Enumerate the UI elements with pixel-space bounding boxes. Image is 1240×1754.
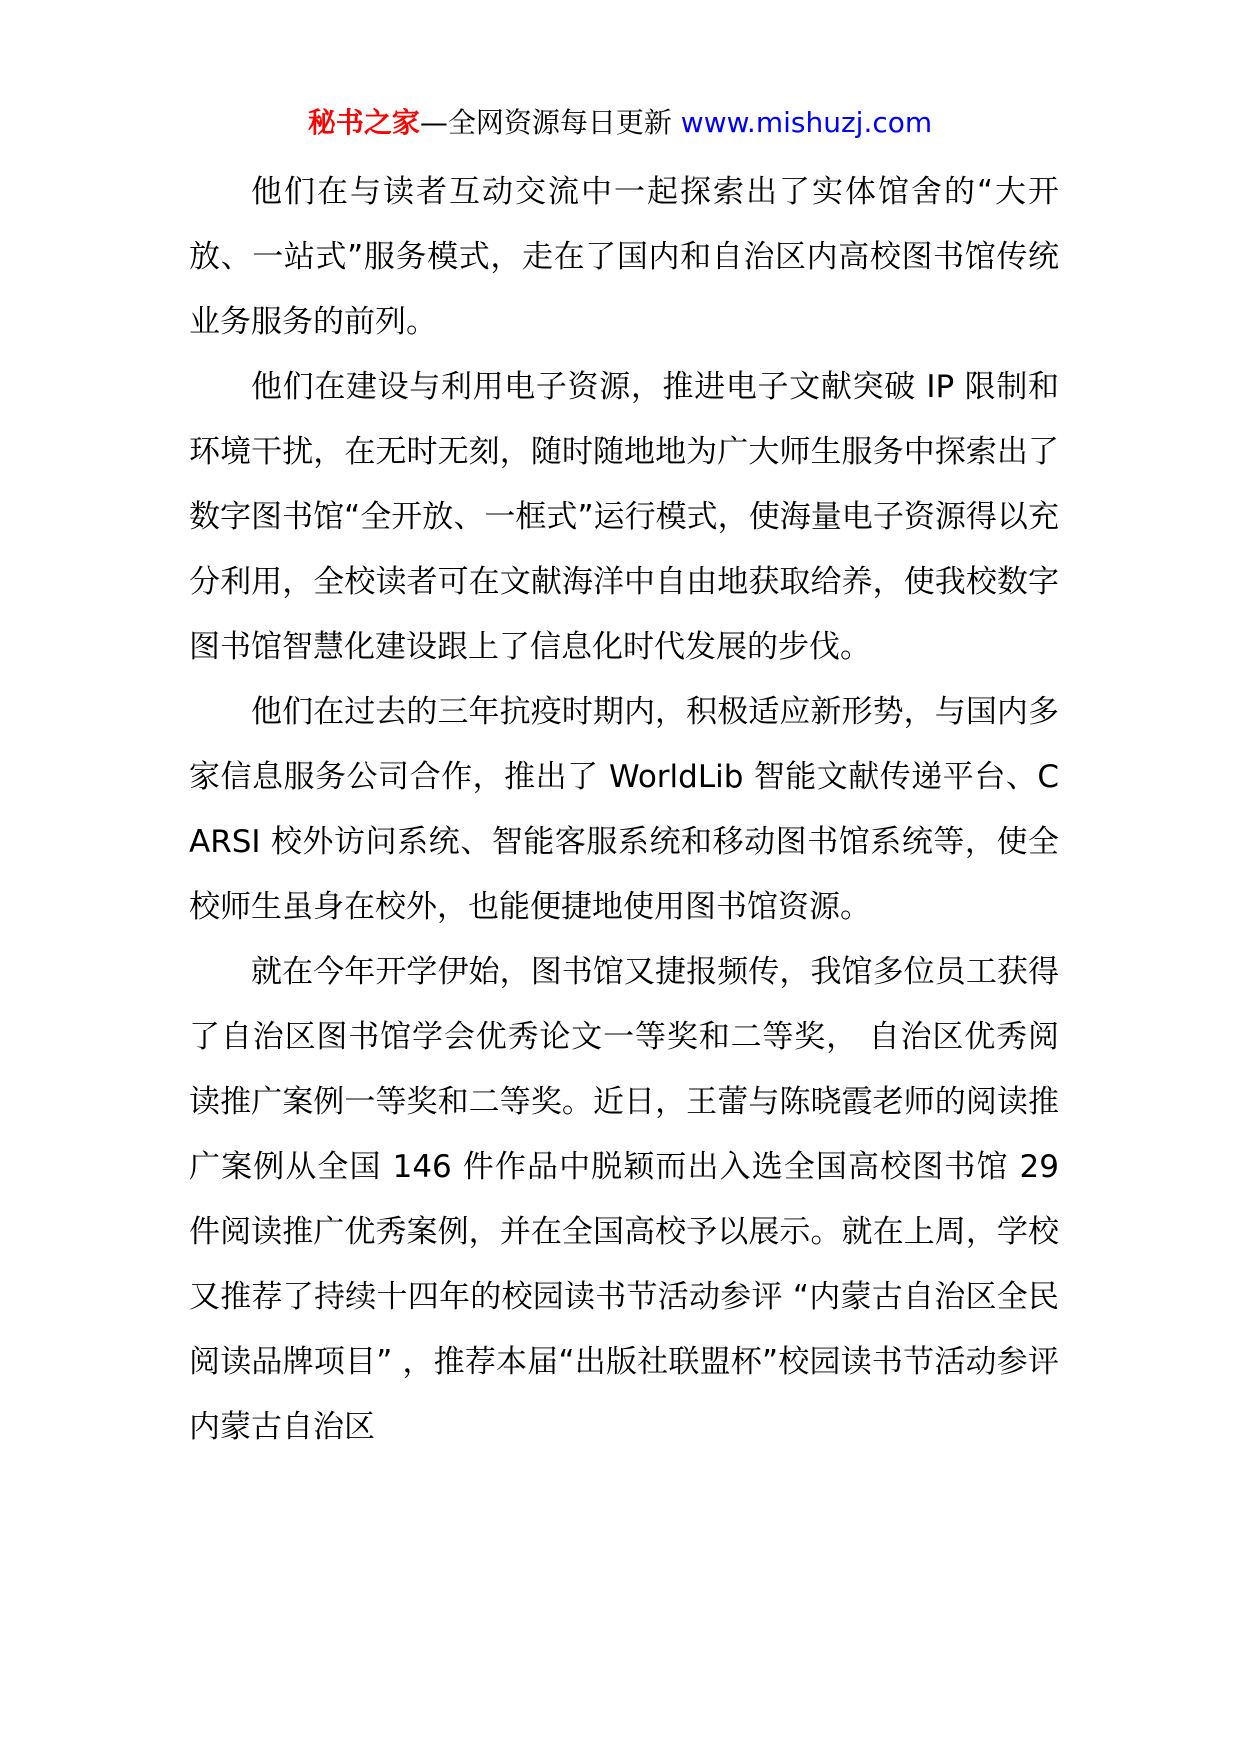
site-url-link[interactable]: www.mishuzj.com bbox=[680, 106, 933, 139]
paragraph-3: 他们在过去的三年抗疫时期内，积极适应新形势，与国内多家信息服务公司合作，推出了 WorldLib 智能文献传递平台、CARSI 校外访问系统、智能客服系统和移动图书馆系统等，使全校师生虽身在校外，也能便捷地使用图书馆资源。 bbox=[189, 694, 1059, 925]
paragraph-2: 他们在建设与利用电子资源，推进电子文献突破 IP 限制和环境干扰，在无时无刻，随时随地地为广大师生服务中探索出了数字图书馆“全开放、一框式”运行模式，使海量电子资源得以充分利用，全校读者可在文献海洋中自由地获取给养，使我校数字图书馆智慧化建设跟上了信息化时代发展的步伐。 bbox=[189, 369, 1059, 665]
document-body bbox=[189, 160, 1059, 1460]
paragraph-1: 他们在与读者互动交流中一起探索出了实体馆舍的“大开放、一站式”服务模式，走在了国内和自治区内高校图书馆传统业务服务的前列。 bbox=[189, 174, 1059, 340]
brand-name: 秘书之家 bbox=[307, 106, 420, 139]
site-header bbox=[0, 103, 1240, 143]
site-tagline: —全网资源每日更新 bbox=[419, 106, 672, 139]
paragraph-4: 就在今年开学伊始，图书馆又捷报频传，我馆多位员工获得了自治区图书馆学会优秀论文一等奖和二等奖， 自治区优秀阅读推广案例一等奖和二等奖。近日，王蕾与陈晓霞老师的阅读推广案例从全国 146 件作品中脱颖而出入选全国高校图书馆 29 件阅读推广优秀案例，并在全国高校予以展示。就在上周，学校又推荐了持续十四年的校园读书节活动参评 “内蒙古自治区全民阅读品牌项目” ，推荐本届“出版社联盟杯”校园读书节活动参评内蒙古自治区 bbox=[189, 954, 1059, 1445]
